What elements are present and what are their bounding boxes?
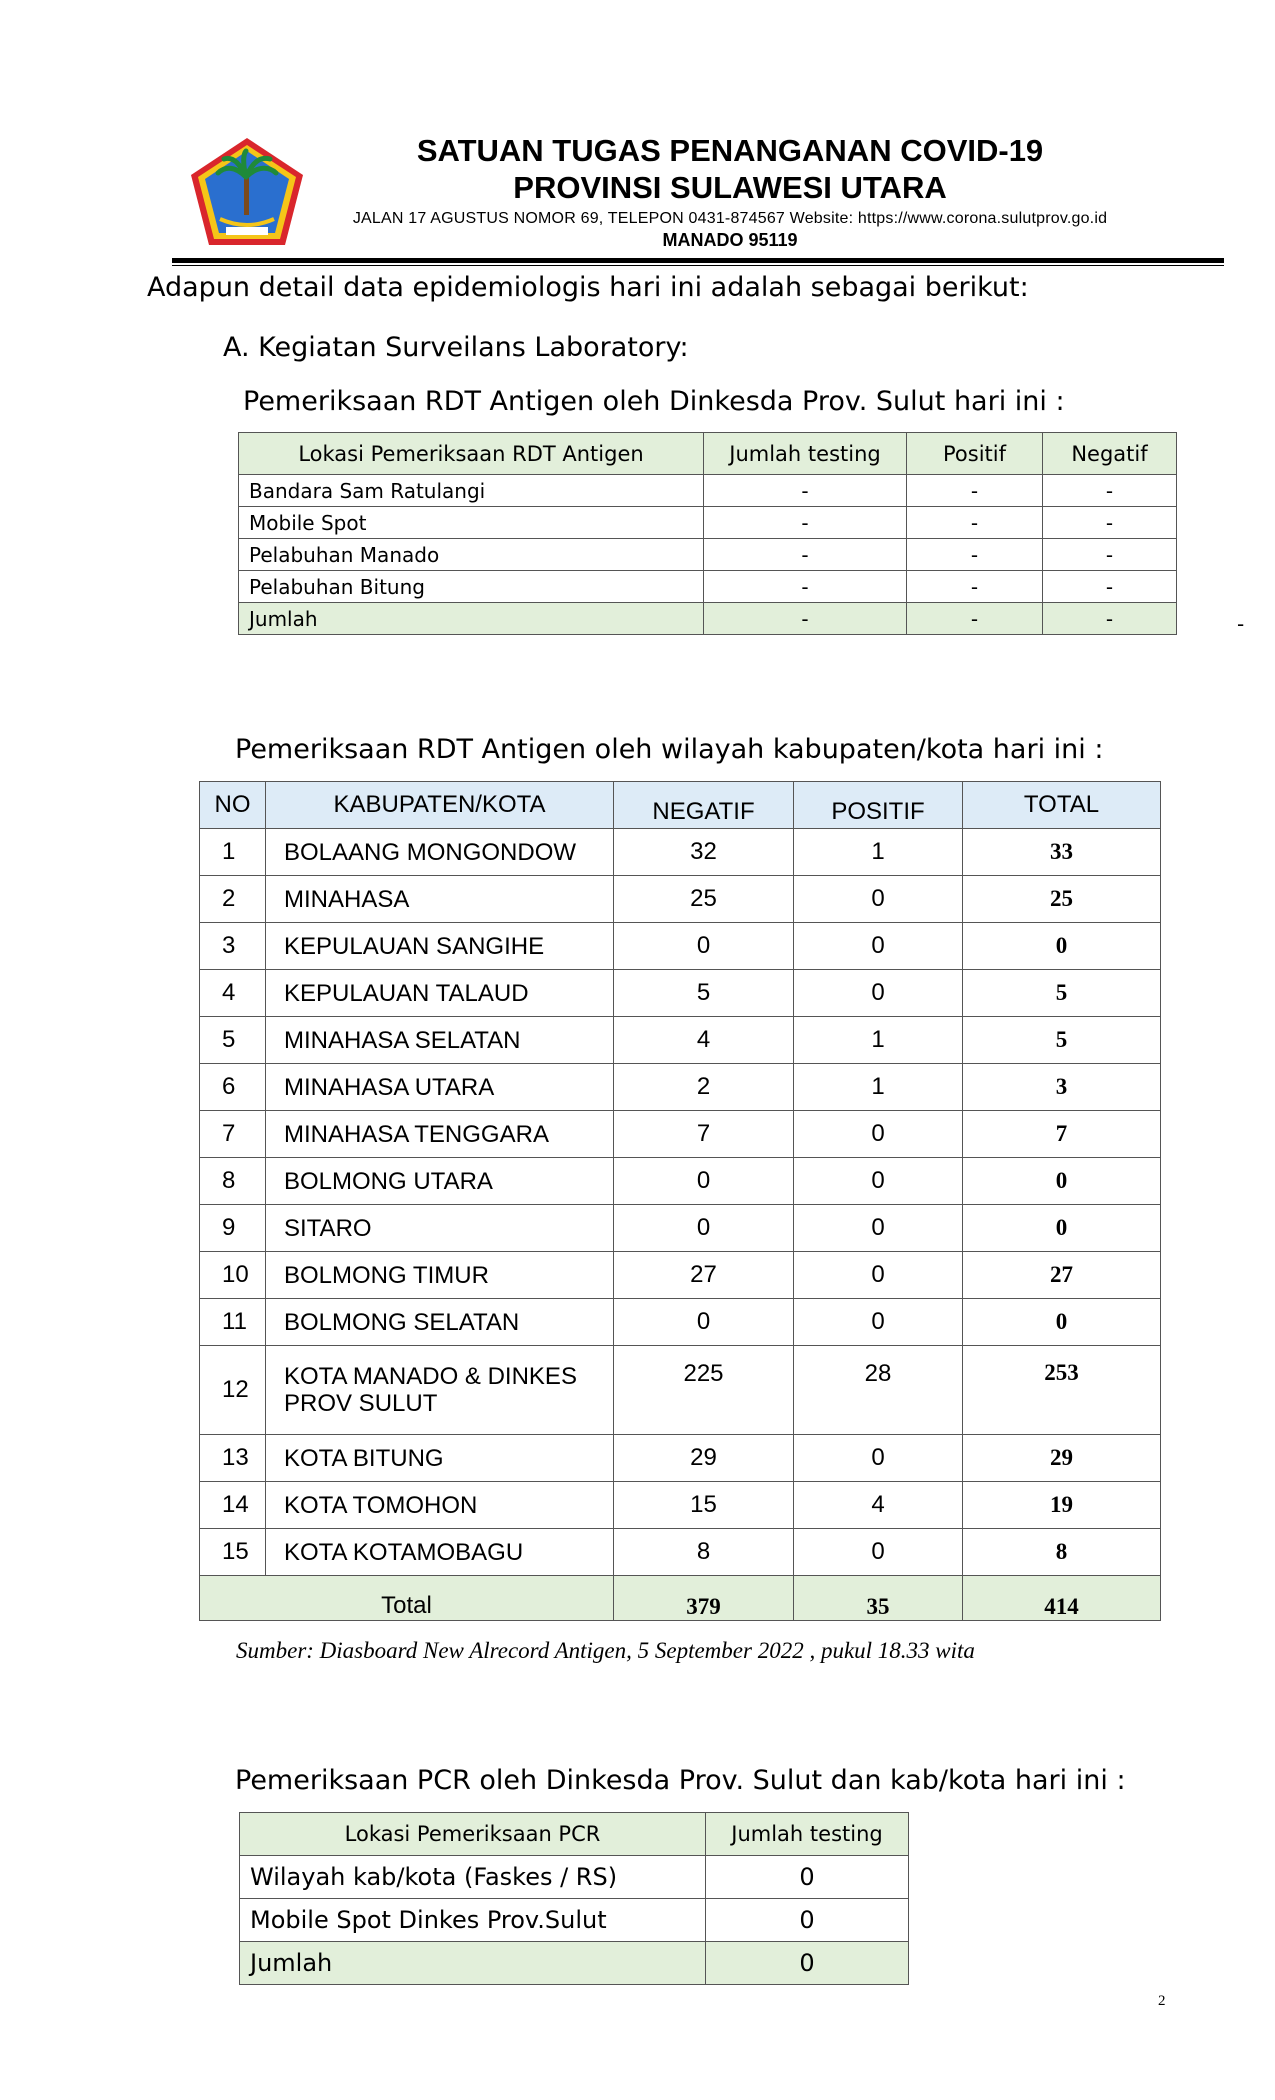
total-cell: 29 — [963, 1435, 1161, 1482]
total-negative-cell: 379 — [614, 1576, 794, 1621]
positive-cell: 0 — [794, 876, 963, 923]
table1-caption: Pemeriksaan RDT Antigen oleh Dinkesda Prov. Sulut hari ini : — [243, 386, 1065, 417]
table-header-row — [239, 433, 1177, 475]
testing-cell: - — [704, 603, 907, 635]
region-cell: BOLAANG MONGONDOW — [266, 829, 614, 876]
table-total-row — [200, 1576, 1161, 1621]
negative-cell: 7 — [614, 1111, 794, 1158]
location-cell: Wilayah kab/kota (Faskes / RS) — [240, 1856, 706, 1899]
table-row — [200, 1482, 1161, 1529]
data-source-note: Sumber: Diasboard New Alrecord Antigen, 5 September 2022 , pukul 18.33 wita — [236, 1638, 975, 1663]
negative-cell: 0 — [614, 1299, 794, 1346]
region-cell: BOLMONG TIMUR — [266, 1252, 614, 1299]
location-cell: Pelabuhan Manado — [239, 539, 704, 571]
column-header: Jumlah testing — [706, 1813, 909, 1856]
page-number: 2 — [1158, 1993, 1166, 2009]
table-row — [200, 1299, 1161, 1346]
region-cell: KOTA TOMOHON — [266, 1482, 614, 1529]
testing-cell: 0 — [706, 1942, 909, 1985]
region-cell: MINAHASA UTARA — [266, 1064, 614, 1111]
table-row — [200, 1252, 1161, 1299]
table-row — [200, 829, 1161, 876]
negative-cell: - — [1043, 475, 1177, 507]
total-cell: 3 — [963, 1064, 1161, 1111]
region-cell: BOLMONG UTARA — [266, 1158, 614, 1205]
total-cell: 33 — [963, 829, 1161, 876]
table-row — [239, 571, 1177, 603]
row-number-cell: 5 — [200, 1017, 266, 1064]
testing-cell: 0 — [706, 1899, 909, 1942]
region-cell: MINAHASA SELATAN — [266, 1017, 614, 1064]
table-row — [200, 1435, 1161, 1482]
positive-cell: 1 — [794, 1064, 963, 1111]
region-cell: KOTA KOTAMOBAGU — [266, 1529, 614, 1576]
provincial-emblem-logo — [186, 135, 308, 251]
intro-paragraph: Adapun detail data epidemiologis hari ini adalah sebagai berikut: — [147, 272, 1029, 303]
negative-cell: 0 — [614, 1158, 794, 1205]
region-cell: KOTA BITUNG — [266, 1435, 614, 1482]
row-number-cell: 6 — [200, 1064, 266, 1111]
location-cell: Jumlah — [240, 1942, 706, 1985]
table-row — [239, 539, 1177, 571]
total-cell: 0 — [963, 923, 1161, 970]
testing-cell: - — [704, 507, 907, 539]
total-label-cell: Total — [200, 1576, 614, 1621]
table-sum-row — [240, 1942, 909, 1985]
positive-cell: 0 — [794, 923, 963, 970]
row-number-cell: 4 — [200, 970, 266, 1017]
row-number-cell: 3 — [200, 923, 266, 970]
negative-cell: 8 — [614, 1529, 794, 1576]
negative-cell: 4 — [614, 1017, 794, 1064]
row-number-cell: 15 — [200, 1529, 266, 1576]
header-divider-thin — [172, 265, 1224, 266]
table-row — [239, 475, 1177, 507]
region-cell: MINAHASA TENGGARA — [266, 1111, 614, 1158]
location-cell: Pelabuhan Bitung — [239, 571, 704, 603]
region-cell: BOLMONG SELATAN — [266, 1299, 614, 1346]
location-cell: Mobile Spot Dinkes Prov.Sulut — [240, 1899, 706, 1942]
column-header: Negatif — [1043, 433, 1177, 475]
positive-cell: 1 — [794, 829, 963, 876]
positive-cell: 1 — [794, 1017, 963, 1064]
row-number-cell: 10 — [200, 1252, 266, 1299]
column-header: NO — [200, 782, 266, 829]
table-row — [240, 1899, 909, 1942]
section-a-heading: A. Kegiatan Surveilans Laboratory: — [223, 332, 689, 363]
row-number-cell: 9 — [200, 1205, 266, 1252]
testing-cell: - — [704, 539, 907, 571]
region-cell: SITARO — [266, 1205, 614, 1252]
negative-cell: - — [1043, 603, 1177, 635]
region-cell: MINAHASA — [266, 876, 614, 923]
pcr-table — [239, 1812, 909, 1985]
positive-cell: 0 — [794, 1205, 963, 1252]
header-divider-thick — [172, 258, 1224, 263]
negative-cell: 32 — [614, 829, 794, 876]
testing-cell: - — [704, 571, 907, 603]
row-number-cell: 1 — [200, 829, 266, 876]
positive-cell: - — [907, 603, 1043, 635]
positive-cell: 0 — [794, 1252, 963, 1299]
positive-cell: 0 — [794, 1158, 963, 1205]
region-cell: KOTA MANADO & DINKES PROV SULUT — [266, 1346, 614, 1435]
negative-cell: 25 — [614, 876, 794, 923]
stray-dash-mark: - — [1237, 612, 1245, 636]
positive-cell: 0 — [794, 970, 963, 1017]
positive-cell: 28 — [794, 1346, 963, 1435]
row-number-cell: 8 — [200, 1158, 266, 1205]
positive-cell: - — [907, 571, 1043, 603]
total-cell: 27 — [963, 1252, 1161, 1299]
table-row — [200, 1158, 1161, 1205]
row-number-cell: 7 — [200, 1111, 266, 1158]
row-number-cell: 14 — [200, 1482, 266, 1529]
positive-cell: - — [907, 539, 1043, 571]
row-number-cell: 12 — [200, 1346, 266, 1435]
row-number-cell: 13 — [200, 1435, 266, 1482]
table-row — [200, 876, 1161, 923]
column-header: Lokasi Pemeriksaan PCR — [240, 1813, 706, 1856]
positive-cell: 4 — [794, 1482, 963, 1529]
table3-caption: Pemeriksaan PCR oleh Dinkesda Prov. Sulut dan kab/kota hari ini : — [235, 1765, 1126, 1796]
negative-cell: 0 — [614, 923, 794, 970]
location-cell: Jumlah — [239, 603, 704, 635]
header-title-line1: SATUAN TUGAS PENANGANAN COVID-19 — [416, 133, 1044, 168]
negative-cell: 29 — [614, 1435, 794, 1482]
region-cell: KEPULAUAN TALAUD — [266, 970, 614, 1017]
column-header: Lokasi Pemeriksaan RDT Antigen — [239, 433, 704, 475]
column-header: NEGATIF — [614, 782, 794, 829]
table-row — [239, 507, 1177, 539]
table-row — [200, 1111, 1161, 1158]
total-positive-cell: 35 — [794, 1576, 963, 1621]
positive-cell: 0 — [794, 1299, 963, 1346]
negative-cell: 0 — [614, 1205, 794, 1252]
table-row — [200, 1064, 1161, 1111]
negative-cell: - — [1043, 571, 1177, 603]
header-title-line2: PROVINSI SULAWESI UTARA — [513, 170, 947, 205]
table-sum-row — [239, 603, 1177, 635]
positive-cell: 0 — [794, 1529, 963, 1576]
negative-cell: - — [1043, 539, 1177, 571]
location-cell: Bandara Sam Ratulangi — [239, 475, 704, 507]
header-address: JALAN 17 AGUSTUS NOMOR 69, TELEPON 0431-874567 Website: https://www.corona.sulutprov.go.id — [352, 210, 1108, 227]
column-header: Positif — [907, 433, 1043, 475]
column-header: TOTAL — [963, 782, 1161, 829]
row-number-cell: 2 — [200, 876, 266, 923]
total-cell: 253 — [963, 1346, 1161, 1435]
table-row — [240, 1856, 909, 1899]
total-cell: 0 — [963, 1299, 1161, 1346]
negative-cell: - — [1043, 507, 1177, 539]
total-cell: 25 — [963, 876, 1161, 923]
testing-cell: - — [704, 475, 907, 507]
table-header-row — [200, 782, 1161, 829]
table-row — [200, 970, 1161, 1017]
negative-cell: 27 — [614, 1252, 794, 1299]
grand-total-cell: 414 — [963, 1576, 1161, 1621]
total-cell: 5 — [963, 1017, 1161, 1064]
negative-cell: 5 — [614, 970, 794, 1017]
positive-cell: 0 — [794, 1435, 963, 1482]
negative-cell: 2 — [614, 1064, 794, 1111]
table-row — [200, 1205, 1161, 1252]
negative-cell: 225 — [614, 1346, 794, 1435]
testing-cell: 0 — [706, 1856, 909, 1899]
positive-cell: - — [907, 475, 1043, 507]
table2-caption: Pemeriksaan RDT Antigen oleh wilayah kabupaten/kota hari ini : — [235, 734, 1104, 765]
rdt-kabupaten-table — [199, 781, 1161, 1621]
total-cell: 0 — [963, 1158, 1161, 1205]
table-header-row — [240, 1813, 909, 1856]
rdt-dinkesda-table — [238, 432, 1177, 635]
positive-cell: - — [907, 507, 1043, 539]
total-cell: 7 — [963, 1111, 1161, 1158]
total-cell: 5 — [963, 970, 1161, 1017]
total-cell: 19 — [963, 1482, 1161, 1529]
total-cell: 8 — [963, 1529, 1161, 1576]
region-cell: KEPULAUAN SANGIHE — [266, 923, 614, 970]
table-row — [200, 923, 1161, 970]
column-header: Jumlah testing — [704, 433, 907, 475]
table-row — [200, 1346, 1161, 1435]
negative-cell: 15 — [614, 1482, 794, 1529]
positive-cell: 0 — [794, 1111, 963, 1158]
total-cell: 0 — [963, 1205, 1161, 1252]
header-city: MANADO 95119 — [662, 230, 798, 250]
table-row — [200, 1529, 1161, 1576]
column-header: KABUPATEN/KOTA — [266, 782, 614, 829]
row-number-cell: 11 — [200, 1299, 266, 1346]
column-header: POSITIF — [794, 782, 963, 829]
location-cell: Mobile Spot — [239, 507, 704, 539]
table-row — [200, 1017, 1161, 1064]
